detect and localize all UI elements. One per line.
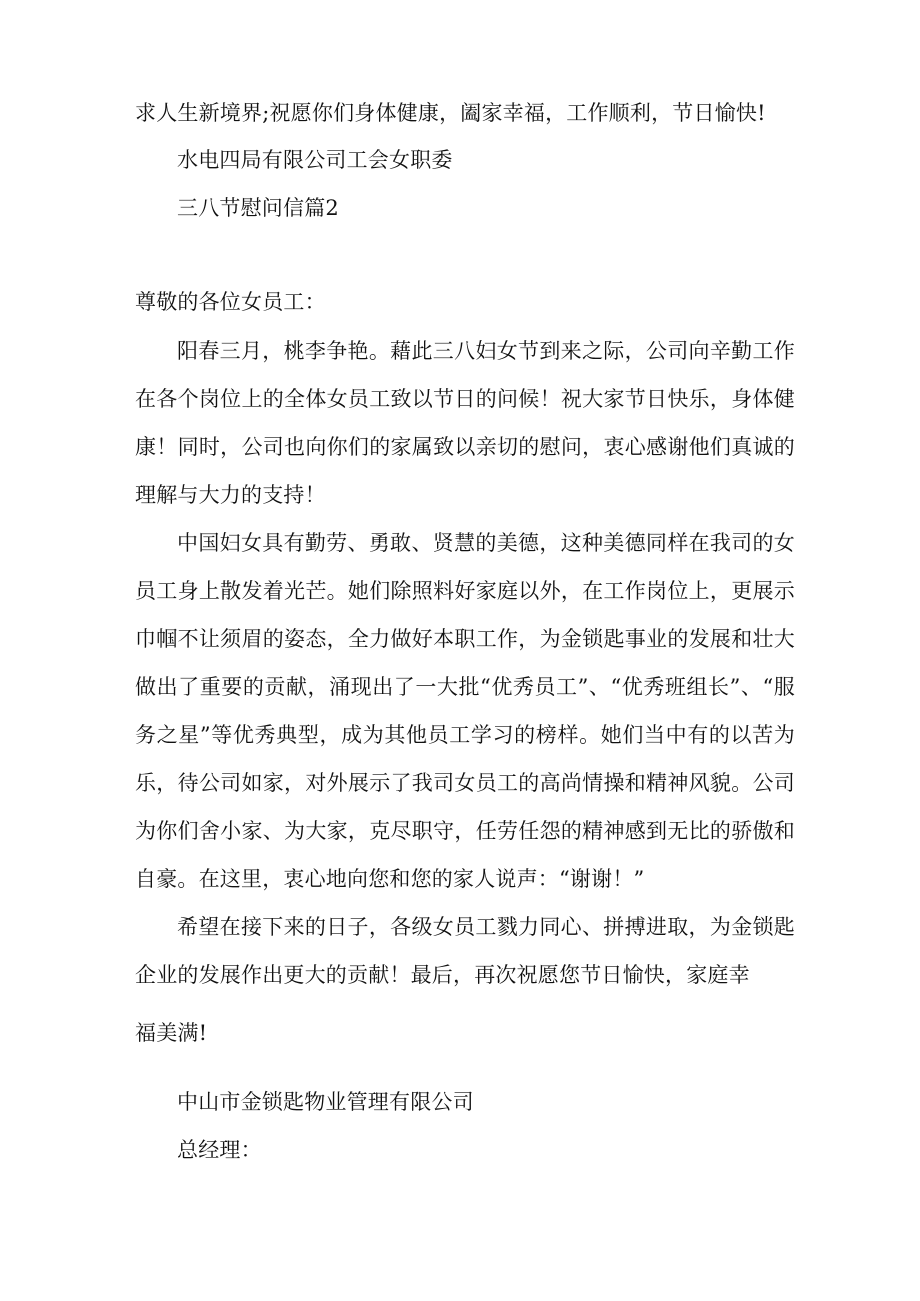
paragraph-three: 希望在接下来的日子，各级女员工戮力同心、拼搏进取，为金锁匙企业的发展作出更大的贡献！最后，再次祝愿您节日愉快，家庭幸 [135, 915, 795, 987]
company-name: 中山市金锁匙物业管理有限公司 [177, 1090, 474, 1114]
lead-line: 求人生新境界;祝愿你们身体健康，阖家幸福，工作顺利，节日愉快! [135, 101, 766, 125]
section-title: 三八节慰问信篇2 [177, 196, 339, 220]
salutation: 尊敬的各位女员工： [135, 290, 326, 314]
paragraph-one: 阳春三月，桃李争艳。藉此三八妇女节到来之际，公司向辛勤工作在各个岗位上的全体女员工致以节日的问候！祝大家节日快乐，身体健康！同时，公司也向你们的家属致以亲切的慰问，衷心感谢他们真诚的理解与大力的支持！ [135, 339, 795, 507]
first-signature: 水电四局有限公司工会女职委 [177, 148, 453, 172]
manager-label: 总经理： [177, 1138, 262, 1162]
closing-fragment: 福美满! [135, 1021, 208, 1045]
paragraph-two: 中国妇女具有勤劳、勇敢、贤慧的美德，这种美德同样在我司的女员工身上散发着光芒。她们除照料好家庭以外，在工作岗位上，更展示巾帼不让须眉的姿态，全力做好本职工作，为金锁匙事业的发展和壮大做出了重要的贡献，涌现出了一大批“优秀员工”、“优秀班组长”、“服务之星”等优秀典型，成为其他员工学习的榜样。她们当中有的以苦为乐，待公司如家，对外展示了我司女员工的高尚情操和精神风貌。公司为你们舍小家、为大家，克尽职守，任劳任怨的精神感到无比的骄傲和自豪。在这里，衷心地向您和您的家人说声：“谢谢！” [135, 531, 795, 891]
